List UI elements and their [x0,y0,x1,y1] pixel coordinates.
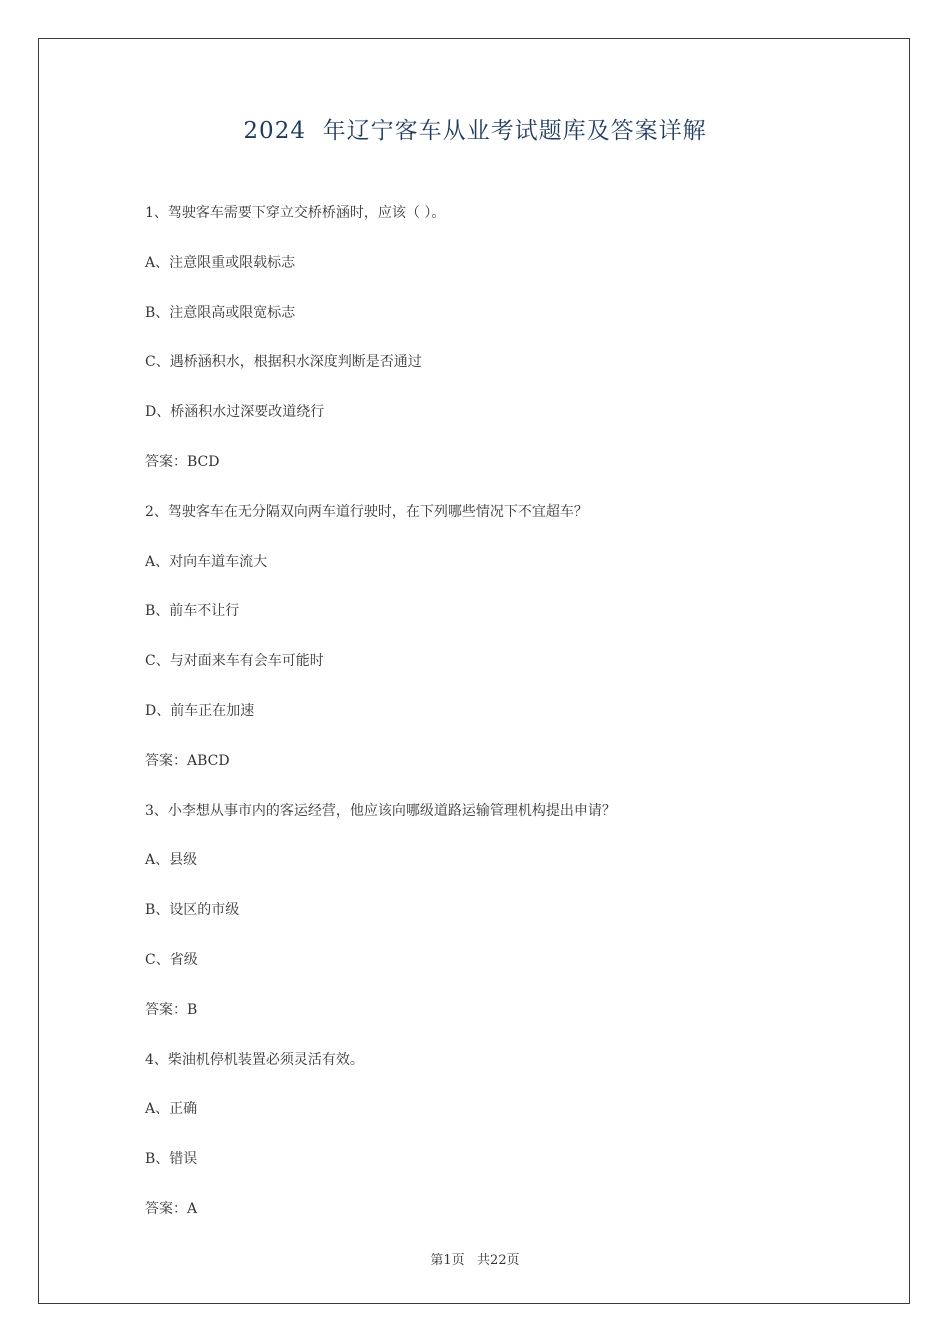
option-a: A、县级 [145,852,198,869]
option-d: D、桥涵积水过深要改道绕行 [145,404,325,421]
question-3 [145,801,825,1050]
option-b: B、前车不让行 [145,603,240,620]
question-text: 1、驾驶客车需要下穿立交桥桥涵时，应该（ ）。 [145,205,446,221]
question-text: 3、小李想从事市内的客运经营，他应该向哪级道路运输管理机构提出申请？ [145,802,616,819]
option-c: C、与对面来车有会车可能时 [145,653,324,670]
option-a: A、对向车道车流大 [145,553,268,570]
option-a: A、注意限重或限载标志 [145,254,296,271]
question-text: 2、驾驶客车在无分隔双向两车道行驶时，在下列哪些情况下不宜超车？ [145,503,588,520]
answer: 答案：B [145,1001,198,1018]
answer: 答案：A [145,1200,198,1217]
answer: 答案：ABCD [145,752,230,769]
question-text: 4、柴油机停机装置必须灵活有效。 [145,1051,364,1068]
page-footer: 第1页 共22页 [430,1253,520,1268]
option-b: B、注意限高或限宽标志 [145,304,296,321]
option-c: C、遇桥涵积水，根据积水深度判断是否通过 [145,354,422,371]
option-b: B、设区的市级 [145,902,240,919]
option-d: D、前车正在加速 [145,702,255,719]
page-title: 2024 年辽宁客车从业考试题库及答案详解 [243,118,707,144]
question-2 [145,502,825,801]
answer: 答案：BCD [145,453,220,470]
question-list [145,203,825,1249]
option-b: B、错误 [145,1151,198,1168]
option-a: A、正确 [145,1101,198,1118]
option-c: C、省级 [145,951,198,968]
question-4 [145,1050,825,1249]
question-1 [145,203,825,502]
